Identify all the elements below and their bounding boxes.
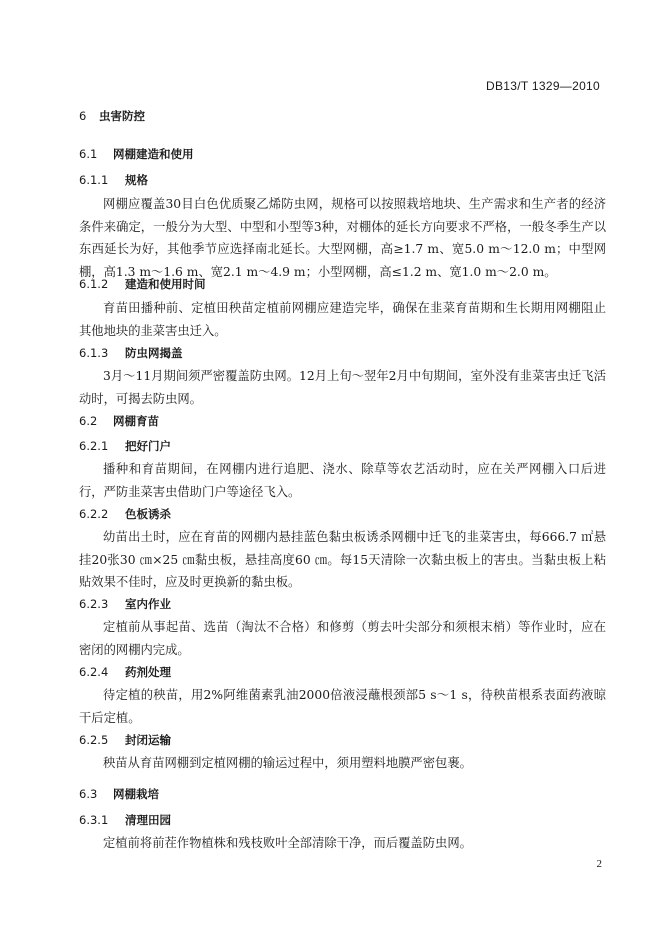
section-heading <box>79 108 145 124</box>
subsection-number: 6.3.1 <box>79 813 109 827</box>
standard-code: DB13/T 1329—2010 <box>486 79 600 93</box>
subsection-number: 6.2.3 <box>79 597 109 611</box>
subsection-heading <box>79 172 148 188</box>
subsection-title: 建造和使用时间 <box>125 277 206 291</box>
paragraph: 育苗田播种前、定植田秧苗定植前网棚应建造完毕，确保在韭菜育苗期和生长期用网棚阻止其他地块的韭菜害虫迁入。 <box>79 301 606 338</box>
subsection-title: 室内作业 <box>125 597 171 611</box>
paragraph: 定植前从事起苗、选苗（淘汰不合格）和修剪（剪去叶尖部分和须根末梢）等作业时，应在密闭的网棚内完成。 <box>79 620 606 657</box>
subsection-heading <box>79 276 206 292</box>
subsection-heading <box>79 664 171 680</box>
section-title: 网棚栽培 <box>113 787 159 801</box>
subsection-heading <box>79 732 171 748</box>
subsection-number: 6.2.2 <box>79 507 109 521</box>
subsection-number: 6.2.1 <box>79 439 109 453</box>
subsection-title: 清理田园 <box>125 813 171 827</box>
subsection-title: 封闭运输 <box>125 733 171 747</box>
paragraph: 定植前将前茬作物植株和残枝败叶全部清除干净，而后覆盖防虫网。 <box>103 836 472 850</box>
subsection-number: 6.1.2 <box>79 277 109 291</box>
subsection-title: 药剂处理 <box>125 665 171 679</box>
subsection-number: 6.1.1 <box>79 173 109 187</box>
section-heading <box>79 413 159 429</box>
subsection-heading <box>79 438 171 454</box>
paragraph: 秧苗从育苗网棚到定植网棚的输运过程中，须用塑料地膜严密包裹。 <box>103 756 472 770</box>
paragraph: 3月～11月期间须严密覆盖防虫网。12月上旬～翌年2月中旬期间，室外没有韭菜害虫迁飞活动时，可揭去防虫网。 <box>79 369 606 406</box>
subsection-heading <box>79 812 171 828</box>
section-title: 虫害防控 <box>99 109 145 123</box>
section-number: 6.3 <box>79 787 98 801</box>
paragraph: 播种和育苗期间，在网棚内进行追肥、浇水、除草等农艺活动时，应在关严网棚入口后进行，严防韭菜害虫借助门户等途径飞入。 <box>79 462 606 499</box>
subsection-title: 把好门户 <box>125 439 171 453</box>
section-number: 6 <box>79 109 87 123</box>
subsection-title: 规格 <box>125 173 148 187</box>
subsection-heading <box>79 506 171 522</box>
subsection-title: 防虫网揭盖 <box>125 346 183 360</box>
subsection-number: 6.2.4 <box>79 665 109 679</box>
paragraph: 待定植的秧苗，用2%阿维菌素乳油2000倍液浸蘸根颈部5 s～1 s，待秧苗根系表面药液晾干后定植。 <box>79 688 606 725</box>
section-title: 网棚建造和使用 <box>113 147 194 161</box>
section-title: 网棚育苗 <box>113 414 159 428</box>
paragraph: 幼苗出土时，应在育苗的网棚内悬挂蓝色黏虫板诱杀网棚中迁飞的韭菜害虫，每666.7 ㎡悬挂20张30 ㎝×25 ㎝黏虫板，悬挂高度60 ㎝。每15天清除一次黏虫板上的害虫。当黏虫板上粘贴效果不佳时，应及时更换新的黏虫板。 <box>79 530 606 589</box>
section-heading <box>79 146 194 162</box>
subsection-number: 6.1.3 <box>79 346 109 360</box>
paragraph: 网棚应覆盖30目白色优质聚乙烯防虫网，规格可以按照栽培地块、生产需求和生产者的经济条件来确定，一般分为大型、中型和小型等3种，对棚体的延长方向要求不严格，一般冬季生产以东西延长为好，其他季节应选择南北延长。大型网棚，高≥1.7 m、宽5.0 m～12.0 m；中型网棚，高1.3 m～1.6 m、宽2.1 m～4.9 m；小型网棚，高≤1.2 m、宽1.0 m～2.0 m。 <box>79 197 606 279</box>
subsection-heading <box>79 345 183 361</box>
subsection-title: 色板诱杀 <box>125 507 171 521</box>
section-heading <box>79 786 159 802</box>
subsection-number: 6.2.5 <box>79 733 109 747</box>
page-number: 2 <box>596 858 602 870</box>
section-number: 6.2 <box>79 414 98 428</box>
section-number: 6.1 <box>79 147 98 161</box>
subsection-heading <box>79 596 171 612</box>
